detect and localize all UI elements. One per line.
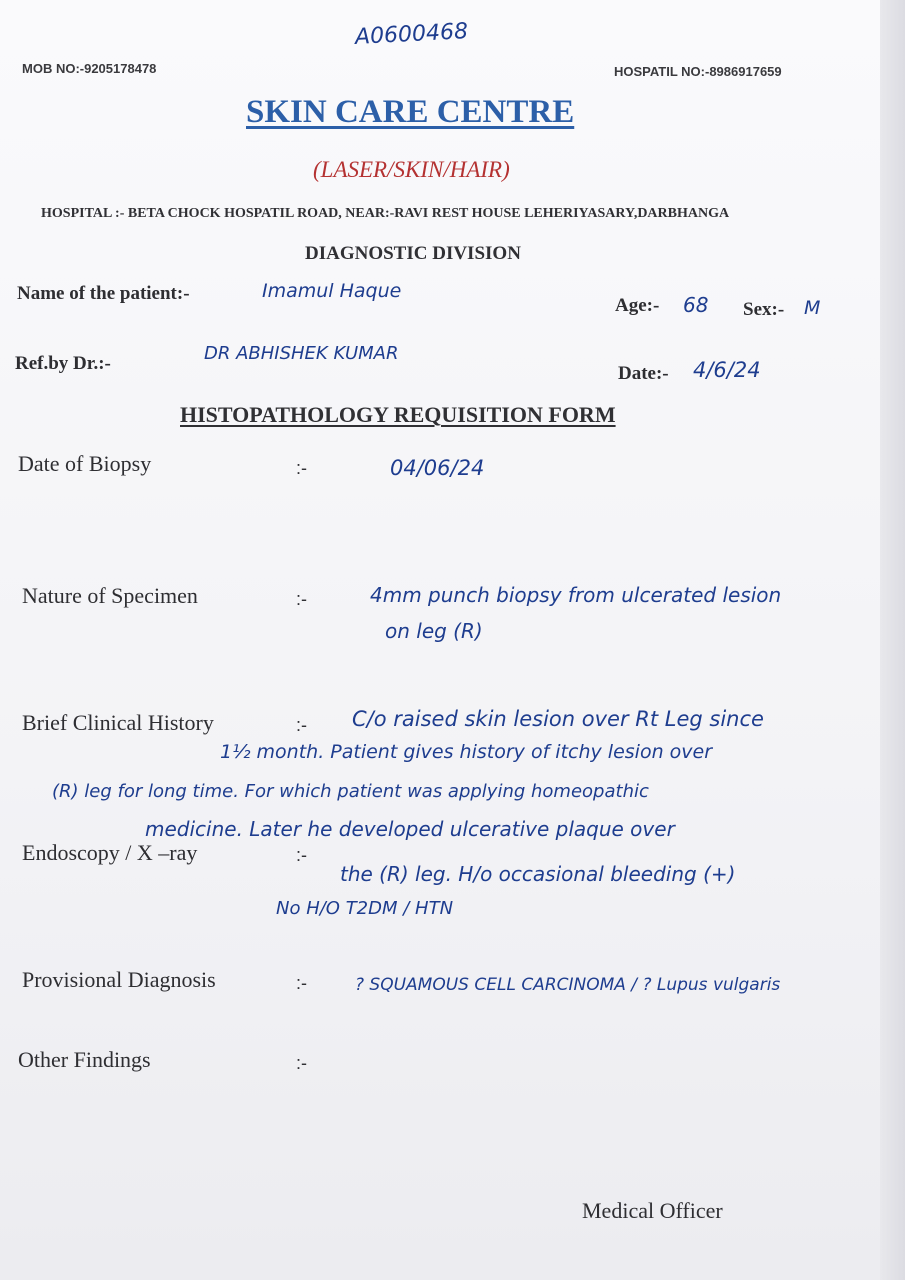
clinic-address: HOSPITAL :- BETA CHOCK HOSPATIL ROAD, NEAR:-RAVI REST HOUSE LEHERIYASARY,DARBHANGA (41, 206, 730, 221)
patient-name-label: Name of the patient:- (17, 283, 190, 304)
age-label: Age:- (615, 295, 660, 316)
form-title: HISTOPATHOLOGY REQUISITION FORM (180, 402, 616, 427)
medical-officer-signature: Medical Officer (582, 1198, 723, 1223)
other-findings-label: Other Findings (18, 1047, 151, 1072)
sex-label: Sex:- (743, 299, 785, 320)
date-label: Date:- (618, 363, 669, 384)
history-line-6: No H/O T2DM / HTN (276, 898, 454, 919)
registration-number: A0600468 (354, 19, 469, 50)
biopsy-date-sep: :- (296, 458, 307, 478)
history-line-2: 1½ month. Patient gives history of itchy lesion over (220, 741, 713, 763)
ref-doctor-label: Ref.by Dr.:- (15, 353, 111, 374)
clinic-subtitle: (LASER/SKIN/HAIR) (313, 157, 510, 182)
hospital-number: HOSPATIL NO:-8986917659 (614, 64, 782, 79)
biopsy-date-value: 04/06/24 (390, 456, 485, 480)
history-line-3: (R) leg for long time. For which patient was applying homeopathic (52, 781, 649, 802)
history-label: Brief Clinical History (22, 710, 214, 735)
history-line-1: C/o raised skin lesion over Rt Leg since (352, 707, 764, 731)
diagnosis-value: ? SQUAMOUS CELL CARCINOMA / ? Lupus vulgaris (355, 975, 781, 995)
other-findings-sep: :- (296, 1053, 307, 1073)
clinic-title: SKIN CARE CENTRE (246, 94, 575, 130)
specimen-line-1: 4mm punch biopsy from ulcerated lesion (370, 583, 782, 607)
endoscopy-label: Endoscopy / X –ray (22, 840, 198, 865)
diagnosis-sep: :- (296, 973, 307, 993)
specimen-sep: :- (296, 589, 307, 609)
diagnosis-label: Provisional Diagnosis (22, 967, 216, 992)
ref-doctor-value: DR ABHISHEK KUMAR (204, 343, 399, 364)
patient-name-value: Imamul Haque (262, 280, 402, 302)
history-line-4: medicine. Later he developed ulcerative plaque over (145, 817, 675, 841)
sex-value: M (804, 297, 821, 319)
history-sep: :- (296, 715, 307, 735)
biopsy-date-label: Date of Biopsy (18, 451, 152, 476)
sheet-edge (880, 0, 905, 1280)
specimen-line-2: on leg (R) (385, 619, 483, 643)
division-heading: DIAGNOSTIC DIVISION (305, 243, 521, 264)
age-value: 68 (683, 293, 709, 317)
history-line-5: the (R) leg. H/o occasional bleeding (+) (340, 862, 736, 886)
endoscopy-sep: :- (296, 845, 307, 865)
specimen-label: Nature of Specimen (22, 583, 198, 608)
date-value: 4/6/24 (693, 358, 761, 382)
mobile-number: MOB NO:-9205178478 (22, 61, 157, 76)
